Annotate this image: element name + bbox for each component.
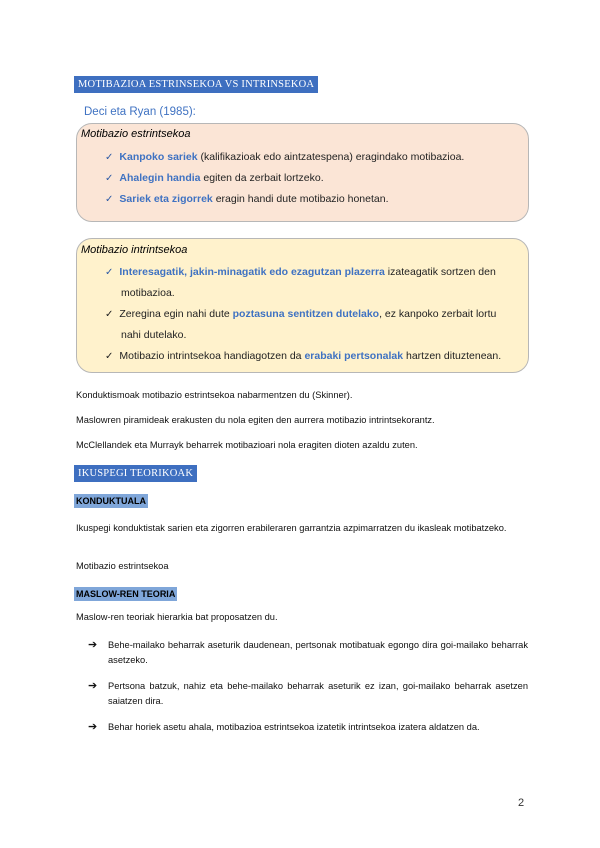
extrinsic-motivation-box: [76, 123, 529, 222]
list-item: ✓ Motibazio intrintsekoa handiagotzen da erabaki pertsonalak hartzen dituztenean.: [105, 350, 502, 362]
list-item: ✓ Interesagatik, jakin-minagatik edo ezagutzan plazerra izateagatik sortzen den: [105, 266, 496, 278]
paragraph: Ikuspegi konduktistak sarien eta zigorren erabileraren garrantzia azpimarratzen du ikasleak motibatzeko.: [76, 523, 507, 533]
box-title-extrinsic: Motibazio estrintsekoa: [81, 128, 191, 140]
subheading-konduktuala: KONDUKTUALA: [76, 496, 146, 506]
arrow-list-item: ➔ Pertsona batzuk, nahiz eta behe-mailako beharrak aseturik ez izan, goi-mailako beharrak asetzen saiatzen dira.: [88, 680, 528, 706]
section-heading-motibazioa: MOTIBAZIOA ESTRINSEKOA VS INTRINSEKOA: [74, 76, 318, 93]
checkmark-icon: ✓: [105, 173, 114, 184]
deci-ryan-citation: Deci eta Ryan (1985):: [84, 106, 196, 118]
arrow-list-item: ➔ Behar horiek asetu ahala, motibazioa estrintsekoa izatetik intrintsekoa izatera aldatzen da.: [88, 721, 480, 733]
paragraph: Motibazio estrintsekoa: [76, 561, 169, 571]
list-item-continuation: nahi dutelako.: [121, 329, 187, 341]
paragraph: Maslow-ren teoriak hierarkia bat proposatzen du.: [76, 612, 278, 622]
arrow-right-icon: ➔: [88, 639, 98, 651]
arrow-right-icon: ➔: [88, 721, 98, 733]
box-title-intrinsic: Motibazio intrintsekoa: [81, 244, 188, 256]
section-heading-ikuspegi: IKUSPEGI TEORIKOAK: [74, 465, 197, 482]
checkmark-icon: ✓: [105, 194, 114, 205]
list-item: ✓ Sariek eta zigorrek eragin handi dute motibazio honetan.: [105, 193, 389, 205]
checkmark-icon: ✓: [105, 267, 114, 278]
checkmark-icon: ✓: [105, 351, 114, 362]
paragraph: Maslowren piramideak erakusten du nola egiten den aurrera motibazio intrintsekorantz.: [76, 415, 435, 425]
list-item: ✓ Zeregina egin nahi dute poztasuna sentitzen dutelako, ez kanpoko zerbait lortu: [105, 308, 497, 320]
page-number: 2: [518, 797, 525, 809]
list-item: ✓ Ahalegin handia egiten da zerbait lortzeko.: [105, 172, 324, 184]
list-item-continuation: motibazioa.: [121, 287, 175, 299]
paragraph: McClellandek eta Murrayk beharrek motibazioari nola eragiten dioten azaldu zuten.: [76, 440, 418, 450]
paragraph: Konduktismoak motibazio estrintsekoa nabarmentzen du (Skinner).: [76, 390, 353, 400]
list-item: ✓ Kanpoko sariek (kalifikazioak edo aintzatespena) eragindako motibazioa.: [105, 151, 465, 163]
intrinsic-motivation-box: [76, 238, 529, 373]
subheading-maslow: MASLOW-REN TEORIA: [76, 589, 176, 599]
arrow-right-icon: ➔: [88, 680, 98, 692]
checkmark-icon: ✓: [105, 309, 114, 320]
arrow-list-item: ➔ Behe-mailako beharrak aseturik daudenean, pertsonak motibatuak egongo dira goi-mailako beharrak asetzeko.: [88, 639, 528, 665]
checkmark-icon: ✓: [105, 152, 114, 163]
